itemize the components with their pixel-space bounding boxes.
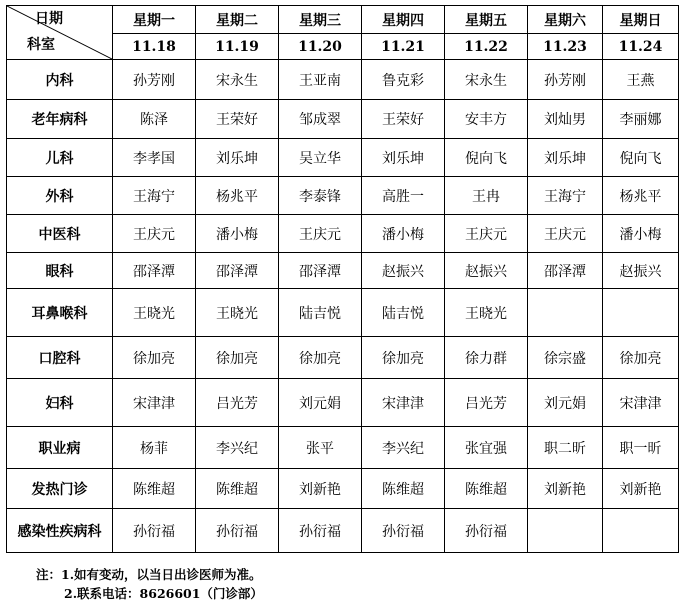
- corner-department-label: 科室: [27, 37, 55, 53]
- doctor-cell: 潘小梅: [196, 215, 279, 253]
- doctor-cell: 刘乐坤: [362, 139, 445, 177]
- doctor-cell: 王庆元: [279, 215, 362, 253]
- doctor-cell: [603, 509, 679, 553]
- department-cell: 职业病: [7, 427, 113, 469]
- doctor-cell: 吴立华: [279, 139, 362, 177]
- corner-header-cell: [7, 6, 113, 60]
- doctor-cell: 刘新艳: [528, 469, 603, 509]
- date-header: 11.20: [279, 34, 362, 60]
- doctor-cell: 刘乐坤: [196, 139, 279, 177]
- doctor-cell: 徐加亮: [279, 337, 362, 379]
- doctor-cell: 陈维超: [113, 469, 196, 509]
- doctor-cell: 王荣好: [196, 100, 279, 139]
- doctor-cell: 王晓光: [445, 289, 528, 337]
- doctor-cell: 徐加亮: [196, 337, 279, 379]
- doctor-cell: 徐加亮: [603, 337, 679, 379]
- doctor-cell: 王庆元: [528, 215, 603, 253]
- doctor-cell: 李泰锋: [279, 177, 362, 215]
- department-cell: 老年病科: [7, 100, 113, 139]
- doctor-cell: 杨菲: [113, 427, 196, 469]
- doctor-cell: 邵泽潭: [528, 253, 603, 289]
- doctor-cell: 王晓光: [113, 289, 196, 337]
- doctor-cell: 王海宁: [528, 177, 603, 215]
- doctor-cell: 陆吉悦: [279, 289, 362, 337]
- table-row: [7, 253, 679, 289]
- doctor-cell: 刘乐坤: [528, 139, 603, 177]
- department-cell: 发热门诊: [7, 469, 113, 509]
- date-header: 11.23: [528, 34, 603, 60]
- doctor-cell: 孙芳刚: [528, 60, 603, 100]
- doctor-cell: 邵泽潭: [279, 253, 362, 289]
- doctor-cell: 王冉: [445, 177, 528, 215]
- doctor-cell: 杨兆平: [603, 177, 679, 215]
- doctor-cell: 邵泽潭: [113, 253, 196, 289]
- doctor-cell: 孙衍福: [362, 509, 445, 553]
- doctor-cell: 刘元娟: [279, 379, 362, 427]
- doctor-cell: 宋永生: [445, 60, 528, 100]
- day-header: 星期二: [196, 6, 279, 34]
- doctor-cell: [528, 509, 603, 553]
- date-header: 11.19: [196, 34, 279, 60]
- department-cell: 内科: [7, 60, 113, 100]
- department-cell: 口腔科: [7, 337, 113, 379]
- doctor-cell: 刘新艳: [603, 469, 679, 509]
- date-header: 11.21: [362, 34, 445, 60]
- doctor-cell: 徐加亮: [113, 337, 196, 379]
- day-header: 星期五: [445, 6, 528, 34]
- doctor-cell: 王亚南: [279, 60, 362, 100]
- doctor-cell: 李兴纪: [362, 427, 445, 469]
- date-header: 11.24: [603, 34, 679, 60]
- doctor-cell: 徐加亮: [362, 337, 445, 379]
- department-cell: 眼科: [7, 253, 113, 289]
- doctor-cell: 李兴纪: [196, 427, 279, 469]
- doctor-cell: 王燕: [603, 60, 679, 100]
- doctor-cell: 王荣好: [362, 100, 445, 139]
- doctor-cell: 王庆元: [445, 215, 528, 253]
- doctor-cell: 倪向飞: [603, 139, 679, 177]
- table-row: [7, 177, 679, 215]
- note-line-1: 注：1.如有变动，以当日出诊医师为准。: [36, 567, 262, 582]
- doctor-cell: 陈维超: [362, 469, 445, 509]
- doctor-cell: 职二昕: [528, 427, 603, 469]
- table-row: [7, 469, 679, 509]
- schedule-body: [7, 60, 679, 553]
- doctor-cell: 孙衍福: [279, 509, 362, 553]
- department-cell: 儿科: [7, 139, 113, 177]
- doctor-cell: 王海宁: [113, 177, 196, 215]
- doctor-cell: 鲁克彩: [362, 60, 445, 100]
- doctor-cell: 徐宗盛: [528, 337, 603, 379]
- doctor-cell: 潘小梅: [362, 215, 445, 253]
- schedule-table: [6, 5, 679, 553]
- note-line-2: 2.联系电话：8626601（门诊部）: [64, 586, 263, 601]
- department-cell: 妇科: [7, 379, 113, 427]
- doctor-cell: 陈泽: [113, 100, 196, 139]
- department-cell: 外科: [7, 177, 113, 215]
- date-header: 11.18: [113, 34, 196, 60]
- table-row: [7, 139, 679, 177]
- doctor-cell: 吕光芳: [196, 379, 279, 427]
- day-header: 星期日: [603, 6, 679, 34]
- doctor-cell: 孙衍福: [196, 509, 279, 553]
- doctor-cell: 宋永生: [196, 60, 279, 100]
- day-header: 星期三: [279, 6, 362, 34]
- doctor-cell: 孙芳刚: [113, 60, 196, 100]
- doctor-cell: 孙衍福: [445, 509, 528, 553]
- doctor-cell: 吕光芳: [445, 379, 528, 427]
- doctor-cell: 邹成翠: [279, 100, 362, 139]
- doctor-cell: 倪向飞: [445, 139, 528, 177]
- doctor-cell: 职一昕: [603, 427, 679, 469]
- table-row: [7, 60, 679, 100]
- doctor-cell: 刘灿男: [528, 100, 603, 139]
- date-header: 11.22: [445, 34, 528, 60]
- corner-date-label: 日期: [35, 11, 63, 27]
- department-cell: 耳鼻喉科: [7, 289, 113, 337]
- doctor-cell: 李孝国: [113, 139, 196, 177]
- doctor-cell: 邵泽潭: [196, 253, 279, 289]
- doctor-cell: 陆吉悦: [362, 289, 445, 337]
- doctor-cell: 张宜强: [445, 427, 528, 469]
- doctor-cell: 宋津津: [603, 379, 679, 427]
- day-header: 星期六: [528, 6, 603, 34]
- doctor-cell: 赵振兴: [362, 253, 445, 289]
- day-header: 星期四: [362, 6, 445, 34]
- doctor-cell: 杨兆平: [196, 177, 279, 215]
- table-row: [7, 100, 679, 139]
- table-row: [7, 379, 679, 427]
- doctor-cell: 宋津津: [113, 379, 196, 427]
- doctor-cell: 安丰方: [445, 100, 528, 139]
- doctor-cell: [603, 289, 679, 337]
- doctor-cell: 潘小梅: [603, 215, 679, 253]
- doctor-cell: 王晓光: [196, 289, 279, 337]
- doctor-cell: [528, 289, 603, 337]
- doctor-cell: 刘元娟: [528, 379, 603, 427]
- day-header: 星期一: [113, 6, 196, 34]
- table-row: [7, 215, 679, 253]
- doctor-cell: 孙衍福: [113, 509, 196, 553]
- doctor-cell: 张平: [279, 427, 362, 469]
- doctor-cell: 徐力群: [445, 337, 528, 379]
- department-cell: 感染性疾病科: [7, 509, 113, 553]
- doctor-cell: 赵振兴: [603, 253, 679, 289]
- notes: [36, 565, 263, 603]
- table-row: [7, 337, 679, 379]
- doctor-cell: 陈维超: [196, 469, 279, 509]
- doctor-cell: 高胜一: [362, 177, 445, 215]
- department-cell: 中医科: [7, 215, 113, 253]
- table-row: [7, 289, 679, 337]
- doctor-cell: 刘新艳: [279, 469, 362, 509]
- doctor-cell: 李丽娜: [603, 100, 679, 139]
- doctor-cell: 宋津津: [362, 379, 445, 427]
- doctor-cell: 赵振兴: [445, 253, 528, 289]
- doctor-cell: 王庆元: [113, 215, 196, 253]
- doctor-cell: 陈维超: [445, 469, 528, 509]
- table-row: [7, 427, 679, 469]
- table-row: [7, 509, 679, 553]
